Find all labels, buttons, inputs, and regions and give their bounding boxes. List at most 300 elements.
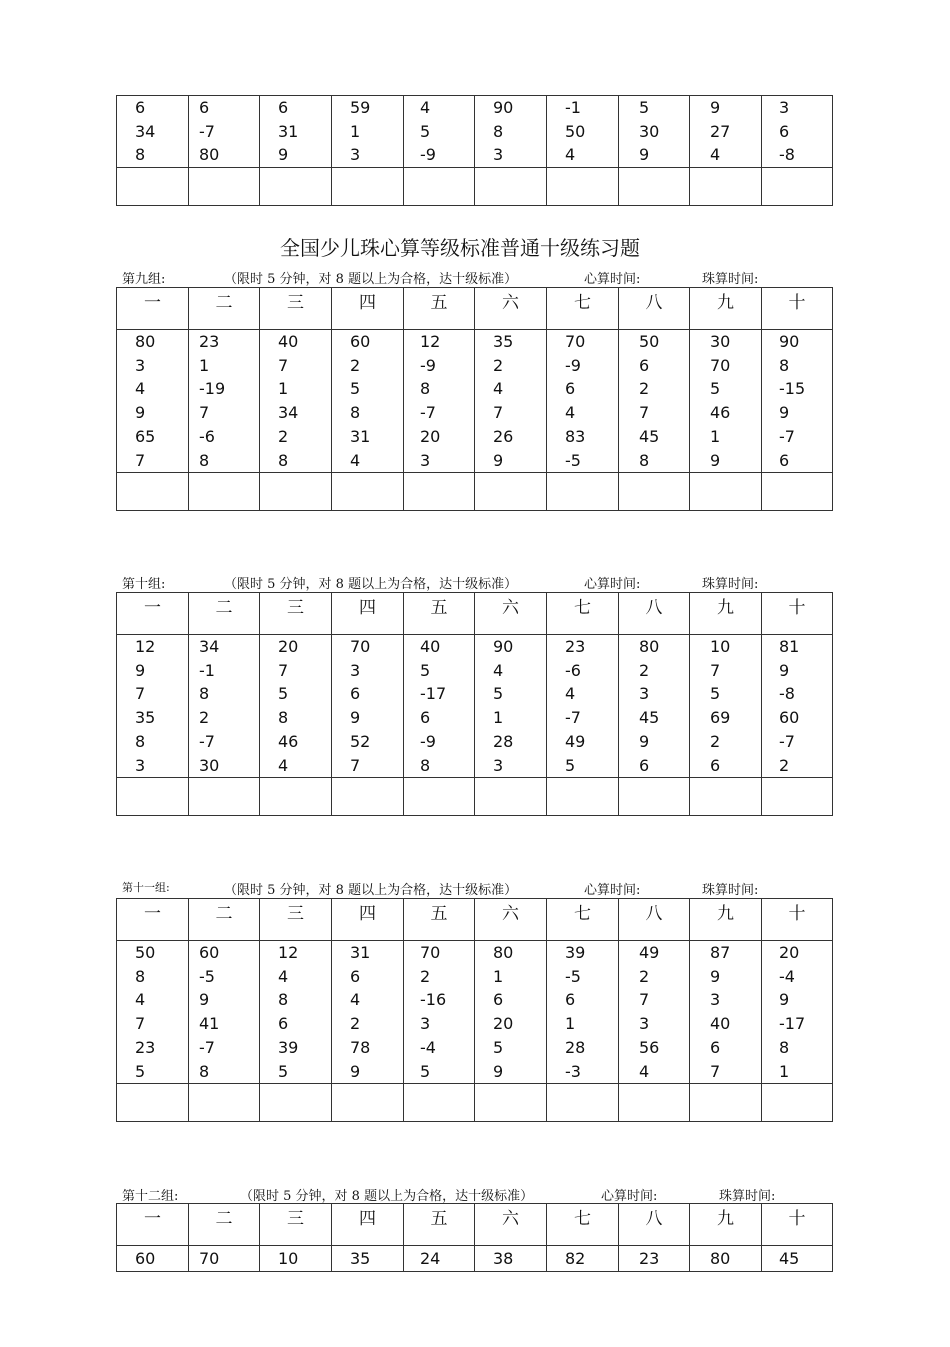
column-header-row: [117, 593, 833, 635]
problem-number: 78: [350, 1037, 371, 1057]
problem-number: 4: [493, 379, 504, 399]
problem-number: 60: [199, 943, 220, 962]
answer-cell[interactable]: [189, 1084, 260, 1122]
column-header: 六: [475, 899, 547, 941]
problem-number: 7: [135, 684, 146, 704]
problem-number: 6: [420, 708, 431, 728]
problem-column-4: [332, 330, 404, 473]
problem-number: 34: [199, 637, 220, 656]
problem-number: 87: [710, 943, 731, 962]
problem-number: 6: [350, 684, 361, 704]
problem-number: 70: [710, 355, 731, 375]
problem-number: -7: [779, 426, 795, 446]
problem-number: 9: [199, 990, 210, 1010]
problem-number: 80: [135, 332, 156, 351]
problem-number: 2: [639, 966, 650, 986]
column-header: 三: [260, 288, 332, 330]
problem-number: 35: [350, 1249, 371, 1268]
time-limit-note: （限时 5 分钟，对 8 题以上为合格，达十级标准）: [224, 272, 518, 287]
column-header: 七: [547, 593, 619, 635]
problem-number: 70: [420, 943, 441, 962]
problem-number: -9: [420, 145, 436, 165]
problem-number: 12: [278, 943, 299, 962]
column-header: 四: [332, 1204, 404, 1246]
answer-cell[interactable]: [117, 778, 189, 816]
problem-number: 9: [493, 1061, 504, 1081]
problem-number: 81: [779, 637, 800, 656]
group-label: 第十二组:: [122, 1189, 179, 1204]
column-header: 二: [189, 899, 260, 941]
problem-number: 8: [493, 121, 504, 141]
answer-cell[interactable]: [189, 473, 260, 511]
problem-number: -5: [565, 966, 581, 986]
problem-column-4: [332, 96, 404, 168]
answer-cell[interactable]: [404, 778, 475, 816]
problem-column-9: [690, 635, 762, 778]
problem-number: 1: [493, 966, 504, 986]
problem-column-1: [117, 96, 189, 168]
problem-number: 38: [493, 1249, 514, 1268]
problem-column-8: [619, 1246, 690, 1272]
problem-number: 40: [278, 332, 299, 351]
problem-number: 30: [639, 121, 660, 141]
problem-number: 3: [639, 1014, 650, 1034]
problem-number: 4: [420, 98, 431, 117]
answer-cell[interactable]: [332, 168, 404, 206]
abacus-time-label: 珠算时间:: [702, 577, 759, 592]
problem-number: 3: [135, 355, 146, 375]
problem-number: 6: [639, 755, 650, 775]
problem-column-3: [260, 941, 332, 1084]
problem-number: 80: [493, 943, 514, 962]
problem-number: 2: [278, 426, 289, 446]
problem-number: 5: [493, 684, 504, 704]
problem-number: 6: [565, 990, 576, 1010]
answer-cell[interactable]: [189, 168, 260, 206]
problem-number: -9: [565, 355, 581, 375]
problem-number: 8: [199, 1061, 210, 1081]
problem-number: 5: [278, 684, 289, 704]
problem-number: 4: [350, 990, 361, 1010]
abacus-time-label: 珠算时间:: [702, 272, 759, 287]
problem-number: 4: [350, 450, 361, 470]
problem-column-10: [762, 96, 833, 168]
problem-number: -17: [779, 1014, 806, 1034]
problem-number: 9: [710, 98, 721, 117]
problem-number: 9: [710, 966, 721, 986]
problem-number: 9: [779, 990, 790, 1010]
problem-number: 3: [350, 660, 361, 680]
problem-number: 20: [779, 943, 800, 962]
answer-cell[interactable]: [619, 778, 690, 816]
problem-number: 23: [135, 1037, 156, 1057]
problem-number: 4: [278, 966, 289, 986]
answer-cell[interactable]: [117, 1084, 189, 1122]
problem-number: 2: [493, 355, 504, 375]
problem-number: -8: [779, 684, 795, 704]
problem-number: -7: [779, 731, 795, 751]
answer-row: [117, 473, 833, 511]
answer-cell[interactable]: [690, 778, 762, 816]
problem-number: 23: [639, 1249, 660, 1268]
problem-number: 49: [565, 731, 586, 751]
column-header: 五: [404, 593, 475, 635]
column-header: 六: [475, 593, 547, 635]
problem-number: 9: [639, 731, 650, 751]
answer-cell[interactable]: [475, 1084, 547, 1122]
problem-number: 2: [779, 755, 790, 775]
problem-number: -9: [420, 355, 436, 375]
problem-number: 6: [565, 379, 576, 399]
problem-number: 12: [135, 637, 156, 656]
column-header: 七: [547, 899, 619, 941]
problem-column-4: [332, 941, 404, 1084]
page-title: 全国少儿珠心算等级标准普通十级练习题: [280, 236, 640, 260]
column-header: 八: [619, 899, 690, 941]
answer-cell[interactable]: [260, 473, 332, 511]
problem-number: 39: [565, 943, 586, 962]
problem-column-8: [619, 330, 690, 473]
problem-number: 50: [135, 943, 156, 962]
problem-column-2: [189, 941, 260, 1084]
problem-number: 24: [420, 1249, 441, 1268]
problem-number: 23: [565, 637, 586, 656]
problem-number: 9: [710, 450, 721, 470]
answer-cell[interactable]: [762, 473, 833, 511]
problem-column-4: [332, 635, 404, 778]
problem-column-9: [690, 1246, 762, 1272]
problem-number: -5: [199, 966, 215, 986]
problem-column-2: [189, 330, 260, 473]
problem-number: 80: [639, 637, 660, 656]
problem-number: 83: [565, 426, 586, 446]
answer-cell[interactable]: [762, 168, 833, 206]
problem-column-9: [690, 330, 762, 473]
problem-number: 41: [199, 1014, 220, 1034]
problem-column-5: [404, 96, 475, 168]
problem-number: -16: [420, 990, 447, 1010]
problem-number: 8: [639, 450, 650, 470]
column-header: 一: [117, 1204, 189, 1246]
problem-number: 9: [639, 145, 650, 165]
problem-number: 5: [639, 98, 650, 117]
problem-number: 3: [639, 684, 650, 704]
group-info-line: [116, 573, 832, 591]
problem-number: 8: [278, 450, 289, 470]
time-limit-note: （限时 5 分钟，对 8 题以上为合格，达十级标准）: [224, 577, 518, 592]
problem-column-10: [762, 941, 833, 1084]
column-header-row: [117, 1204, 833, 1246]
problem-number: -4: [420, 1037, 436, 1057]
problem-number: 8: [199, 684, 210, 704]
problem-number: 9: [350, 1061, 361, 1081]
column-header: 一: [117, 288, 189, 330]
problem-number: 3: [710, 990, 721, 1010]
problem-number: 8: [135, 966, 146, 986]
problem-number: 9: [493, 450, 504, 470]
answer-cell[interactable]: [547, 778, 619, 816]
column-header: 九: [690, 593, 762, 635]
answer-cell[interactable]: [189, 778, 260, 816]
problem-number: 1: [779, 1061, 790, 1081]
answer-cell[interactable]: [332, 1084, 404, 1122]
column-header: 二: [189, 1204, 260, 1246]
problem-number: 35: [493, 332, 514, 351]
problem-number: 2: [420, 966, 431, 986]
problem-number: 7: [135, 450, 146, 470]
column-header: 八: [619, 288, 690, 330]
problem-column-8: [619, 635, 690, 778]
answer-row: [117, 1084, 833, 1122]
problem-number: -4: [779, 966, 795, 986]
column-header: 七: [547, 288, 619, 330]
column-header: 五: [404, 1204, 475, 1246]
problem-number: 6: [779, 121, 790, 141]
answer-cell[interactable]: [690, 168, 762, 206]
problem-number: 50: [639, 332, 660, 351]
group-label: 第九组:: [122, 272, 166, 287]
answer-cell[interactable]: [619, 168, 690, 206]
answer-cell[interactable]: [762, 778, 833, 816]
problem-number: 6: [493, 990, 504, 1010]
problem-number: 7: [350, 755, 361, 775]
answer-cell[interactable]: [690, 1084, 762, 1122]
group-problem-table: [116, 287, 833, 511]
answer-cell[interactable]: [332, 473, 404, 511]
problem-number: 8: [278, 708, 289, 728]
problem-number: 31: [278, 121, 299, 141]
problem-number: 70: [565, 332, 586, 351]
problem-number: 70: [199, 1249, 220, 1268]
problem-number: 2: [710, 731, 721, 751]
problem-column-1: [117, 1246, 189, 1272]
problem-number: 3: [420, 450, 431, 470]
problem-number: 5: [710, 379, 721, 399]
problem-number: 20: [278, 637, 299, 656]
column-header-row: [117, 288, 833, 330]
answer-cell[interactable]: [619, 1084, 690, 1122]
problem-number: 7: [135, 1014, 146, 1034]
problem-column-3: [260, 635, 332, 778]
problem-number: 10: [278, 1249, 299, 1268]
column-header: 十: [762, 1204, 833, 1246]
problem-number: 8: [199, 450, 210, 470]
problem-column-8: [619, 96, 690, 168]
numbers-row: [117, 941, 833, 1084]
problem-number: -6: [199, 426, 215, 446]
problem-number: 1: [278, 379, 289, 399]
column-header: 二: [189, 288, 260, 330]
problem-number: 6: [278, 98, 289, 117]
column-header-row: [117, 899, 833, 941]
problem-number: 4: [278, 755, 289, 775]
answer-cell[interactable]: [117, 168, 189, 206]
problem-number: 3: [493, 145, 504, 165]
problem-number: 6: [199, 98, 210, 117]
problem-column-4: [332, 1246, 404, 1272]
problem-column-2: [189, 635, 260, 778]
problem-number: 5: [420, 1061, 431, 1081]
problem-column-10: [762, 1246, 833, 1272]
answer-cell[interactable]: [475, 473, 547, 511]
problem-number: -17: [420, 684, 447, 704]
problem-number: 8: [779, 355, 790, 375]
answer-cell[interactable]: [690, 473, 762, 511]
problem-column-3: [260, 330, 332, 473]
column-header: 八: [619, 593, 690, 635]
column-header: 九: [690, 1204, 762, 1246]
problem-number: 49: [639, 943, 660, 962]
problem-number: 7: [639, 403, 650, 423]
answer-cell[interactable]: [117, 473, 189, 511]
answer-cell[interactable]: [475, 168, 547, 206]
problem-number: 35: [135, 708, 156, 728]
answer-cell[interactable]: [547, 473, 619, 511]
problem-number: 30: [710, 332, 731, 351]
group-problem-table: [116, 592, 833, 816]
problem-number: 34: [278, 403, 299, 423]
column-header: 九: [690, 899, 762, 941]
problem-number: 7: [639, 990, 650, 1010]
problem-number: 56: [639, 1037, 660, 1057]
problem-number: 12: [420, 332, 441, 351]
problem-number: -7: [420, 403, 436, 423]
problem-column-5: [404, 635, 475, 778]
problem-number: 6: [135, 98, 146, 117]
problem-number: -1: [565, 98, 581, 117]
problem-number: 3: [420, 1014, 431, 1034]
problem-number: -1: [199, 660, 215, 680]
answer-row: [117, 778, 833, 816]
problem-column-6: [475, 941, 547, 1084]
answer-cell[interactable]: [762, 1084, 833, 1122]
problem-number: 4: [565, 684, 576, 704]
problem-number: 5: [135, 1061, 146, 1081]
problem-number: 3: [493, 755, 504, 775]
column-header: 六: [475, 288, 547, 330]
problem-number: 40: [710, 1014, 731, 1034]
problem-number: 70: [350, 637, 371, 656]
answer-cell[interactable]: [260, 1084, 332, 1122]
column-header: 三: [260, 1204, 332, 1246]
answer-cell[interactable]: [547, 168, 619, 206]
answer-cell[interactable]: [332, 778, 404, 816]
problem-column-9: [690, 941, 762, 1084]
problem-number: 60: [350, 332, 371, 351]
problem-number: 8: [135, 731, 146, 751]
problem-column-1: [117, 330, 189, 473]
problem-number: 4: [565, 403, 576, 423]
problem-column-7: [547, 1246, 619, 1272]
problem-column-1: [117, 941, 189, 1084]
problem-column-10: [762, 330, 833, 473]
problem-number: 9: [135, 660, 146, 680]
problem-number: 46: [710, 403, 731, 423]
problem-number: 8: [278, 990, 289, 1010]
problem-number: 5: [493, 1037, 504, 1057]
problem-number: 20: [493, 1014, 514, 1034]
problem-number: 3: [779, 98, 790, 117]
problem-number: 7: [493, 403, 504, 423]
problem-column-2: [189, 1246, 260, 1272]
answer-cell[interactable]: [475, 778, 547, 816]
problem-number: 31: [350, 426, 371, 446]
group-problem-table: [116, 1203, 833, 1272]
problem-number: 45: [639, 708, 660, 728]
problem-column-3: [260, 96, 332, 168]
problem-number: 20: [420, 426, 441, 446]
numbers-row: [117, 330, 833, 473]
problem-number: 28: [493, 731, 514, 751]
answer-cell[interactable]: [404, 168, 475, 206]
column-header: 五: [404, 288, 475, 330]
problem-number: 1: [565, 1014, 576, 1034]
problem-number: -7: [199, 121, 215, 141]
problem-number: 2: [199, 708, 210, 728]
answer-cell[interactable]: [547, 1084, 619, 1122]
column-header: 五: [404, 899, 475, 941]
answer-cell[interactable]: [619, 473, 690, 511]
problem-column-5: [404, 941, 475, 1084]
column-header: 十: [762, 899, 833, 941]
problem-number: 4: [565, 145, 576, 165]
problem-number: 7: [278, 660, 289, 680]
problem-number: -5: [565, 450, 581, 470]
problem-number: 5: [710, 684, 721, 704]
problem-number: -6: [565, 660, 581, 680]
problem-number: 90: [493, 98, 514, 117]
problem-number: 4: [135, 379, 146, 399]
column-header: 三: [260, 593, 332, 635]
problem-number: 82: [565, 1249, 586, 1268]
column-header: 七: [547, 1204, 619, 1246]
mental-time-label: 心算时间:: [584, 883, 641, 898]
group-label: 第十一组:: [122, 881, 170, 894]
mental-time-label: 心算时间:: [584, 272, 641, 287]
problem-number: -7: [565, 708, 581, 728]
problem-number: 39: [278, 1037, 299, 1057]
problem-number: 7: [710, 660, 721, 680]
answer-cell[interactable]: [260, 168, 332, 206]
problem-number: 40: [420, 637, 441, 656]
problem-number: 6: [710, 755, 721, 775]
problem-number: -9: [420, 731, 436, 751]
answer-cell[interactable]: [260, 778, 332, 816]
abacus-time-label: 珠算时间:: [719, 1189, 776, 1204]
problem-number: 60: [135, 1249, 156, 1268]
top-problem-table: [116, 95, 833, 206]
problem-number: 30: [199, 755, 220, 775]
problem-number: 80: [199, 145, 220, 165]
problem-number: 7: [278, 355, 289, 375]
column-header: 九: [690, 288, 762, 330]
answer-cell[interactable]: [404, 473, 475, 511]
problem-number: 5: [278, 1061, 289, 1081]
problem-number: -15: [779, 379, 806, 399]
problem-number: 1: [350, 121, 361, 141]
group-info-line: [116, 879, 832, 897]
problem-number: 45: [779, 1249, 800, 1268]
column-header: 二: [189, 593, 260, 635]
column-header: 四: [332, 899, 404, 941]
problem-number: 5: [350, 379, 361, 399]
answer-cell[interactable]: [404, 1084, 475, 1122]
column-header: 四: [332, 593, 404, 635]
numbers-row: [117, 96, 833, 168]
problem-number: 4: [710, 145, 721, 165]
problem-number: 8: [420, 379, 431, 399]
problem-number: 8: [350, 403, 361, 423]
